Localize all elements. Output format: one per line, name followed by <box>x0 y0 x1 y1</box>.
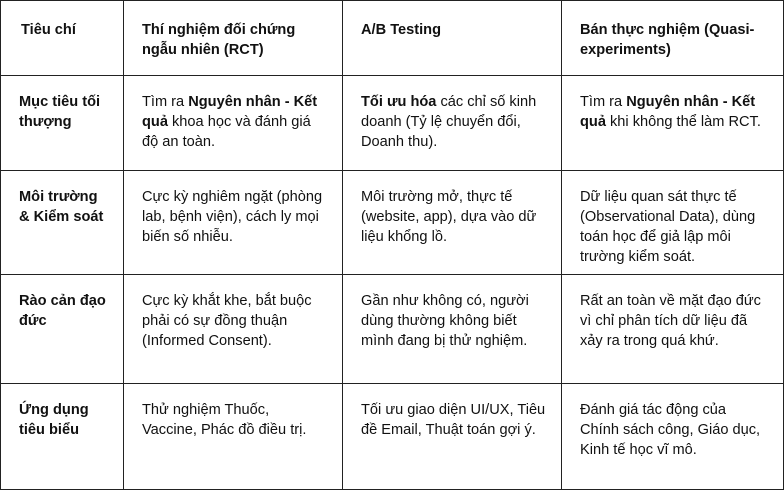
cell-rct-environment <box>124 171 343 275</box>
cell-quasi-ethics <box>562 275 784 384</box>
cell-quasi-environment <box>562 171 784 275</box>
cell-text: Thử nghiệm Thuốc, Vaccine, Phác đồ điều trị. <box>142 402 307 438</box>
cell-rct-applications <box>124 384 343 490</box>
row-label: Rào cản đạo đức <box>19 293 106 329</box>
header-rct <box>124 1 343 76</box>
bold-term: Nguyên nhân - Kết quả <box>580 94 756 130</box>
header-ab <box>343 1 562 76</box>
text-segment: Tìm ra <box>580 94 627 110</box>
cell-text <box>562 76 783 132</box>
bold-term: Nguyên nhân - Kết quả <box>142 94 318 130</box>
table-row-ethics <box>1 275 784 384</box>
row-label: Mục tiêu tối thượng <box>19 94 101 130</box>
cell-text: Đánh giá tác động của Chính sách công, Giáo dục, Kinh tế học vĩ mô. <box>580 402 761 458</box>
header-criteria-label: Tiêu chí <box>21 22 76 38</box>
cell-text: Cực kỳ khắt khe, bắt buộc phải có sự đồng thuận (Informed Consent). <box>142 293 312 349</box>
cell-ab-environment <box>343 171 562 275</box>
row-label: Môi trường & Kiểm soát <box>19 189 104 225</box>
table-row-applications <box>1 384 784 490</box>
table-row-goal <box>1 76 784 171</box>
text-segment: khi không thể làm RCT. <box>605 114 761 130</box>
cell-text: Cực kỳ nghiêm ngặt (phòng lab, bệnh viện), cách ly mọi biến số nhiễu. <box>142 189 323 245</box>
row-label-cell <box>1 76 124 171</box>
text-segment: Tìm ra <box>142 94 189 110</box>
cell-rct-ethics <box>124 275 343 384</box>
row-label-cell <box>1 171 124 275</box>
cell-text: Dữ liệu quan sát thực tế (Observational Data), dùng toán học để giả lập môi trường kiểm soát. <box>580 189 756 265</box>
cell-quasi-applications <box>562 384 784 490</box>
cell-text <box>124 76 342 152</box>
cell-ab-ethics <box>343 275 562 384</box>
header-criteria <box>1 1 124 76</box>
text-segment: các chỉ số kinh doanh (Tỷ lệ chuyển đổi, Doanh thu). <box>361 94 537 150</box>
header-quasi <box>562 1 784 76</box>
header-rct-label: Thí nghiệm đối chứng ngẫu nhiên (RCT) <box>142 22 296 58</box>
cell-ab-goal <box>343 76 562 171</box>
row-label: Ứng dụng tiêu biểu <box>19 402 89 438</box>
text-segment: khoa học và đánh giá độ an toàn. <box>142 114 311 150</box>
cell-rct-goal <box>124 76 343 171</box>
header-ab-label: A/B Testing <box>361 22 441 38</box>
table-header-row <box>1 1 784 76</box>
cell-quasi-goal <box>562 76 784 171</box>
cell-text: Rất an toàn về mặt đạo đức vì chỉ phân tích dữ liệu đã xảy ra trong quá khứ. <box>580 293 761 349</box>
cell-text: Tối ưu giao diện UI/UX, Tiêu đề Email, Thuật toán gợi ý. <box>361 402 546 438</box>
row-label-cell <box>1 384 124 490</box>
cell-text <box>343 76 561 152</box>
cell-text: Gần như không có, người dùng thường không biết mình đang bị thử nghiệm. <box>361 293 529 349</box>
cell-text: Môi trường mở, thực tế (website, app), dựa vào dữ liệu khổng lồ. <box>361 189 537 245</box>
cell-ab-applications <box>343 384 562 490</box>
bold-term: Tối ưu hóa <box>361 94 437 110</box>
table-row-environment <box>1 171 784 275</box>
header-quasi-label: Bán thực nghiệm (Quasi-experiments) <box>580 22 755 58</box>
row-label-cell <box>1 275 124 384</box>
